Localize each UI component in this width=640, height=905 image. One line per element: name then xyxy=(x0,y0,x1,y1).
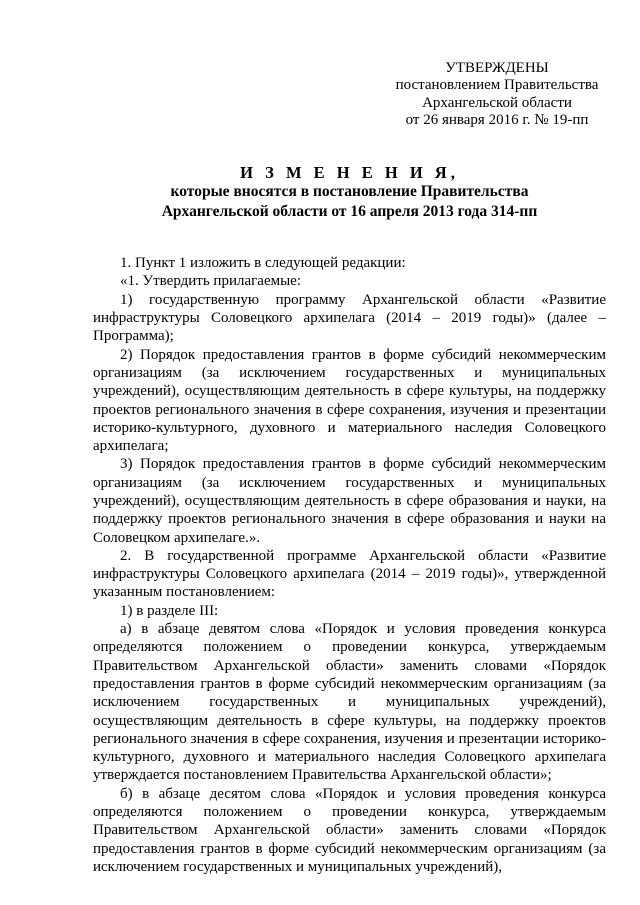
paragraph-1: 1. Пункт 1 изложить в следующей редакции: xyxy=(120,255,406,272)
paragraph-4: 2) Порядок предоставления грантов в форме субсидий некоммерческим организациям (за исключением государственных и муниципальных учреждений), осуществляющим деятельность в сфере культуры, на поддержку проектов регионального значения в сфере сохранения, изучения и презентации историко-культурного, духовного и материального наследия Соловецкого архипелага; xyxy=(93,346,606,455)
paragraph-5: 3) Порядок предоставления грантов в форме субсидий некоммерческим организациям (за исключением государственных и муниципальных учреждений), осуществляющим деятельность в сфере образования и науки, на поддержку проектов регионального значения в сфере образования и науки на Соловецком архипелаге.». xyxy=(93,456,606,546)
title-subline-1: которые вносятся в постановление Правительства xyxy=(170,183,529,201)
paragraph-7: 1) в разделе III: xyxy=(120,602,219,619)
approval-stamp xyxy=(387,60,607,130)
approval-date: от 26 января 2016 г. № 19-пп xyxy=(405,112,589,129)
document-title xyxy=(93,163,606,222)
approval-line-2: постановлением Правительства xyxy=(395,77,599,94)
paragraph-6: 2. В государственной программе Архангельской области «Развитие инфраструктуры Соловецкого архипелага (2014 – 2019 годы)», утвержденной указанным постановлением: xyxy=(93,547,606,601)
approval-title: УТВЕРЖДЕНЫ xyxy=(445,60,549,76)
approval-line-3: Архангельской области xyxy=(422,94,572,111)
document-body xyxy=(93,254,606,876)
title-heading: И З М Е Н Е Н И Я, xyxy=(240,162,459,182)
paragraph-8: а) в абзаце девятом слова «Порядок и условия проведения конкурса определяются положением о проведении конкурса, утверждаемым Правительством Архангельской области» заменить словами «Порядок предоставления грантов в форме субсидий некоммерческим организациям (за исключением государственных и муниципальных учреждений), осуществляющим деятельность в сфере культуры, на поддержку проектов регионального значения в сфере сохранения, изучения и презентации историко-культурного, духовного и материального наследия Соловецкого архипелага утверждается постановлением Правительства Архангельской области»; xyxy=(93,621,606,784)
paragraph-9: б) в абзаце десятом слова «Порядок и условия проведения конкурса определяются положением о проведении конкурса, утверждаемым Правительством Архангельской области» заменить словами «Порядок предоставления грантов в форме субсидий некоммерческим организациям (за исключением государственных и муниципальных учреждений), xyxy=(93,785,606,875)
title-subline-2: Архангельской области от 16 апреля 2013 года 314-пп xyxy=(161,202,538,220)
paragraph-3: 1) государственную программу Архангельской области «Развитие инфраструктуры Соловецкого архипелага (2014 – 2019 годы)» (далее – Программа); xyxy=(93,291,606,345)
paragraph-2: «1. Утвердить прилагаемые: xyxy=(120,273,301,290)
